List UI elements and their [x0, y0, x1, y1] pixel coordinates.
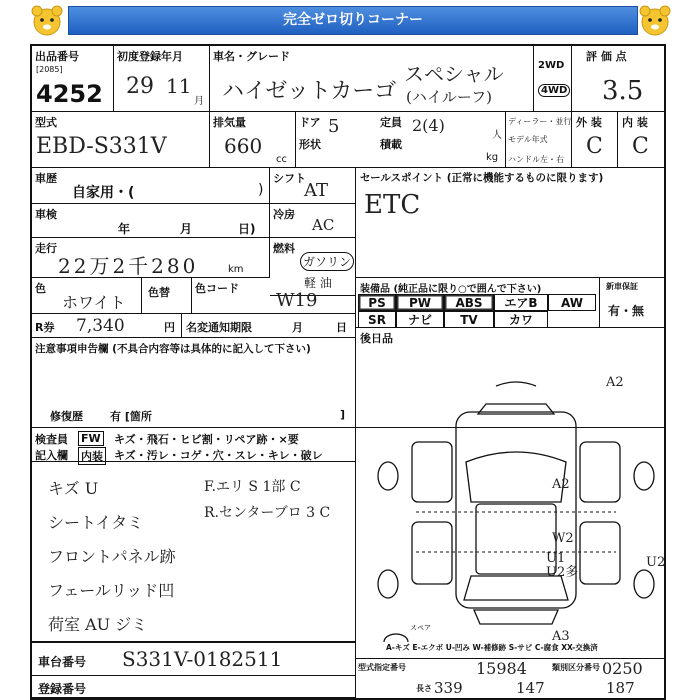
- inspector-label: 検査員: [35, 433, 68, 446]
- mark-u2-multi: U2多: [546, 565, 579, 580]
- use-close: ): [258, 182, 264, 198]
- lot-sub: [2085]: [36, 65, 63, 74]
- model-label: 型式: [35, 116, 57, 129]
- notes-label: 注意事項申告欄 (不具合内容等は具体的に記入して下さい): [35, 343, 311, 355]
- grade: スペシャル: [404, 62, 504, 86]
- color-label: 色: [35, 282, 46, 295]
- note-line: キズ U: [48, 479, 99, 498]
- right-note-line: R.センターブロ 3 C: [204, 505, 331, 521]
- reg-number-cell: [32, 676, 356, 698]
- right-note-line: F.エリ S 1部 C: [204, 479, 301, 495]
- notes-cell: [32, 338, 356, 428]
- dim-length: 339: [434, 679, 463, 697]
- drive-2wd: 2WD: [538, 60, 565, 71]
- ac-cell: [270, 204, 356, 238]
- int-grade-cell: [618, 112, 664, 168]
- reg-label: 初度登録年月: [117, 50, 183, 63]
- score-cell: [572, 46, 664, 112]
- inspect-year: 年: [118, 222, 131, 236]
- month-unit: 月: [194, 96, 204, 107]
- person-unit: 人: [492, 130, 502, 141]
- score-label: 評 価 点: [586, 50, 627, 63]
- dealer-label: ディーラー・並行: [508, 117, 572, 126]
- use-label: 車歴: [35, 172, 57, 185]
- sales-label: セールスポイント (正常に機能するものに限ります): [360, 172, 604, 184]
- score: 3.5: [602, 76, 644, 106]
- ext-grade-cell: [572, 112, 618, 168]
- mark-a2-hood: A2: [552, 477, 570, 492]
- int-grade: C: [632, 134, 649, 159]
- class-label: 類別区分番号: [552, 663, 600, 672]
- fuel-diesel: 軽 油: [304, 276, 332, 290]
- equipment-item: PS: [358, 294, 396, 311]
- note-line: フロントパネル跡: [48, 547, 176, 566]
- damage-marks: [546, 375, 664, 642]
- interior-label: 内装: [78, 447, 106, 465]
- nc-day: 日: [336, 321, 347, 334]
- bear-mascot-icon: [638, 3, 672, 37]
- car-name: ハイゼットカーゴ: [222, 79, 397, 104]
- reg-month: 11: [166, 74, 192, 98]
- inspector-cell: [32, 428, 356, 462]
- recycle: 7,340: [76, 316, 125, 336]
- note-line: シートイタミ: [48, 513, 144, 532]
- load-label: 積載: [380, 138, 402, 151]
- mark-a2-front: A2: [606, 375, 624, 390]
- fw-label: FW: [78, 431, 104, 446]
- int-label: 内 装: [622, 116, 648, 129]
- displacement: 660: [224, 134, 263, 158]
- drive-4wd: 4WD: [538, 84, 570, 97]
- cap-label: 定員: [380, 116, 402, 129]
- model-cell: [32, 112, 210, 168]
- fuel-label: 燃料: [273, 242, 295, 255]
- nc-month: 月: [292, 321, 303, 334]
- equipment-item: エアB: [494, 294, 548, 311]
- cert-value: 15984: [476, 659, 527, 678]
- lot-label: 出品番号: [35, 50, 79, 63]
- dealer-cell: [506, 112, 572, 168]
- after-label: 後日品: [360, 332, 393, 345]
- recycle-label: R券: [35, 321, 55, 334]
- equipment-item: SR: [358, 311, 396, 328]
- color-code-label: 色コード: [195, 282, 239, 295]
- shift-label: シフト: [273, 172, 306, 185]
- mark-u1: U1: [546, 551, 566, 566]
- shift-cell: [270, 168, 356, 204]
- spare-caption: スペア: [410, 624, 431, 632]
- equipment-item: PW: [396, 294, 444, 311]
- shift: AT: [304, 180, 329, 201]
- sales-point-cell: [356, 168, 664, 278]
- handle-label: ハンドル: [508, 155, 540, 164]
- repair-value: 有 [箇所: [110, 410, 152, 423]
- chassis-cell: [32, 642, 356, 676]
- dim-width: 147: [516, 679, 545, 697]
- note-line: フェールリッド凹: [48, 581, 175, 600]
- door-label: ドア: [299, 116, 321, 129]
- mileage-cell: [32, 238, 270, 278]
- name-change-label: 名変通知期限: [186, 321, 252, 334]
- equipment-item: TV: [444, 311, 494, 328]
- reg-year: 29: [126, 74, 154, 99]
- chassis-label: 車台番号: [38, 655, 87, 669]
- color-change-cell: [142, 278, 192, 314]
- handle-vals: 左・右: [540, 155, 564, 164]
- color-change-label: 色替: [148, 286, 170, 299]
- car-diagram-svg: [356, 372, 664, 642]
- doors: 5: [328, 116, 340, 137]
- dim-height: 187: [606, 679, 635, 697]
- inspect-day: 日): [238, 222, 256, 236]
- capacity: 2(4): [412, 116, 445, 135]
- model-year-label: モデル年式: [508, 135, 548, 144]
- handwritten-notes-area: [32, 462, 356, 642]
- new-warranty-value: 有・無: [608, 304, 645, 318]
- car-diagram-area: [356, 372, 664, 642]
- name-label: 車名・グレード: [213, 50, 290, 63]
- color-cell: [32, 278, 142, 314]
- ext-label: 外 装: [576, 116, 602, 129]
- ext-grade: C: [586, 134, 603, 159]
- use-value: 自家用・(: [72, 185, 135, 201]
- panel-lines: [416, 512, 616, 552]
- fuel-gas: ガソリン: [300, 252, 354, 271]
- yen-unit: 円: [164, 321, 175, 334]
- car-outline: [378, 382, 654, 642]
- color: ホワイト: [62, 293, 126, 312]
- reg-date-cell: [114, 46, 210, 112]
- km-unit: km: [228, 264, 244, 275]
- inspection-cell: [32, 204, 270, 238]
- class-value: 0250: [602, 659, 643, 678]
- cert-label: 型式指定番号: [358, 663, 406, 672]
- lot-number-cell: [32, 46, 114, 112]
- cc-unit: cc: [276, 154, 287, 165]
- displacement-cell: [210, 112, 296, 168]
- auction-sheet: [30, 44, 666, 700]
- name-change-cell: [182, 314, 356, 338]
- lot-number: 4252: [36, 80, 103, 108]
- repair-label: 修復歴: [50, 410, 83, 423]
- equipment-item: ナビ: [396, 311, 444, 328]
- new-warranty-cell: [600, 278, 664, 328]
- equipment-item: AW: [548, 294, 596, 311]
- grade-sub: (ハイルーフ): [406, 88, 492, 106]
- legend-int: キズ・汚レ・コゲ・穴・スレ・キレ・破レ: [114, 449, 323, 462]
- diagram-legend: A-キズ E-エクボ U-凹み W-補修跡 S-サビ C-腐食 XX-交換済: [386, 643, 598, 652]
- drive-cell: [534, 46, 572, 112]
- color-code-cell: [192, 278, 356, 314]
- mark-a3: A3: [552, 629, 570, 642]
- chassis-number: S331V-0182511: [122, 647, 283, 671]
- recycle-cell: [32, 314, 182, 338]
- note-line: 荷室 AU ジミ: [48, 615, 148, 634]
- spec-block: [356, 658, 664, 699]
- repair-close: ]: [340, 408, 346, 421]
- reg-num-label: 登録番号: [38, 682, 87, 696]
- disp-label: 排気量: [213, 116, 246, 129]
- header-bar: [0, 0, 700, 40]
- ac-label: 冷房: [273, 208, 295, 221]
- mark-u2-side: U2: [646, 555, 664, 570]
- equipment-item: ABS: [444, 294, 494, 311]
- sales-text: ETC: [364, 190, 421, 220]
- bear-mascot-icon: [30, 3, 64, 37]
- shape-label: 形状: [299, 138, 321, 151]
- ac: AC: [312, 216, 335, 234]
- equipment-cell: [356, 278, 600, 328]
- dim-len-label: 長さ: [416, 684, 432, 693]
- kg-unit: kg: [486, 152, 499, 163]
- inspect-label: 車検: [35, 208, 57, 221]
- door-cell: [296, 112, 506, 168]
- equipment-item: カワ: [494, 311, 548, 328]
- mark-w2: W2: [552, 531, 574, 546]
- new-warranty-label: 新車保証: [606, 282, 638, 291]
- model: EBD-S331V: [36, 134, 167, 159]
- car-name-cell: [210, 46, 534, 112]
- color-code: W19: [276, 290, 318, 311]
- entry-label: 記入欄: [35, 449, 68, 462]
- inspect-month: 月: [180, 222, 193, 236]
- equipment-label: 装備品 (純正品に限り○で囲んで下さい): [360, 284, 542, 295]
- usage-cell: [32, 168, 270, 204]
- page-title: 完全ゼロ切りコーナー: [68, 6, 638, 35]
- mileage: 22万2千280: [58, 254, 199, 278]
- legend-fw: キズ・飛石・ヒビ割・リペア跡・×要: [114, 433, 299, 446]
- mileage-label: 走行: [35, 242, 57, 255]
